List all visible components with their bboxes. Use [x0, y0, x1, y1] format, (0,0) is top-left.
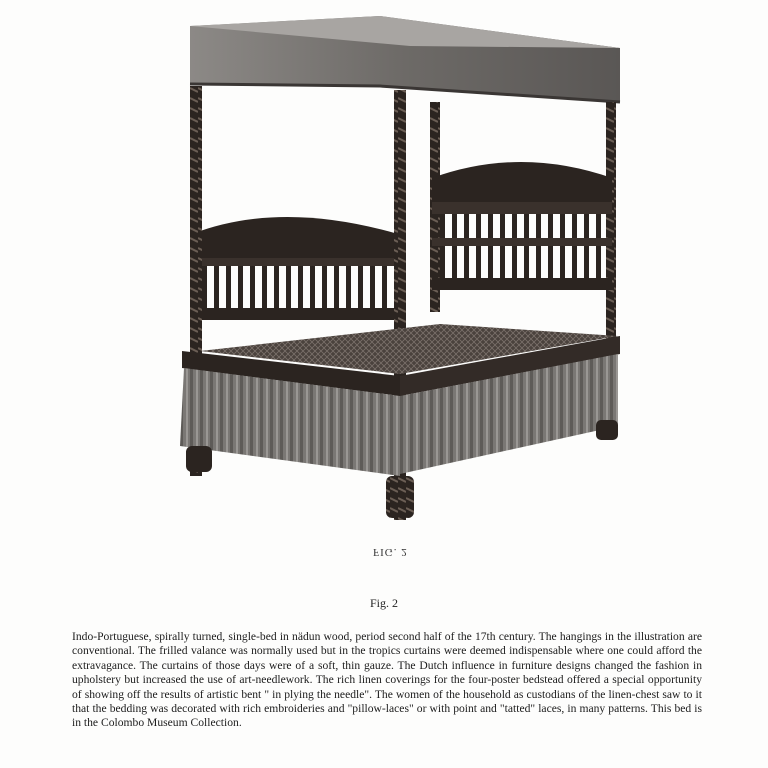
- mirrored-figure-label: FIG. 2: [373, 546, 408, 558]
- headboard: [432, 162, 612, 290]
- front-left-foot: [186, 446, 212, 472]
- figure-label: Fig. 2: [369, 596, 398, 610]
- back-right-foot: [596, 420, 618, 440]
- footboard: [192, 217, 398, 320]
- canopy: [190, 16, 620, 102]
- front-right-foot: [386, 476, 414, 518]
- bed-photograph: [150, 6, 630, 566]
- figure-caption: Indo-Portuguese, spirally turned, single-bed in nädun wood, period second half of the 17th century. The hangings in the illustration are conventional. The frilled valance was normally used but in the tropics curtains were deemed indispensable where one could afford the extravagance. The curtains of those days were of a soft, thin gauze. The Dutch influence in furniture designs changed the fashion in upholstery but increased the use of art-needlework. The rich linen coverings for the four-poster bedstead offered a special opportunity of showing off the results of artistic bent " in plying the needle". The women of the household as custodians of the linen-chest saw to it that the bedding was decorated with rich embroideries and "pillow-laces" or with point and "tatted" laces, in many patterns. This bed is in the Colombo Museum Collection.: [72, 630, 702, 730]
